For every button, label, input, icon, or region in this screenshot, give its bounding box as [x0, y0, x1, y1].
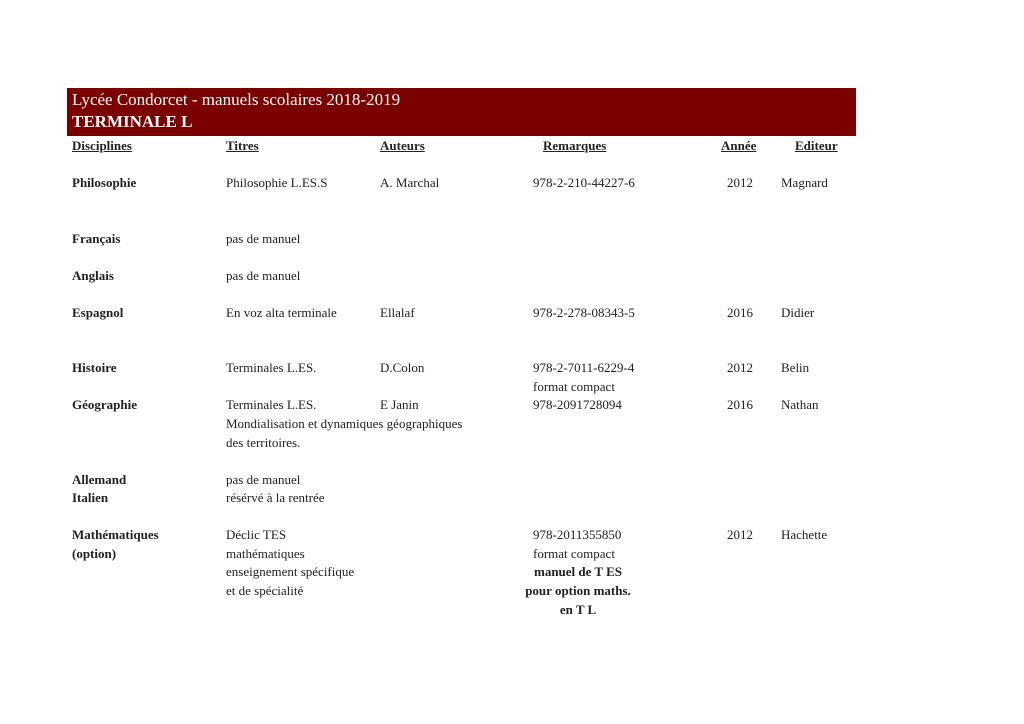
discipline-cell: Italien [72, 490, 109, 505]
annee-cell: 2016 [727, 397, 753, 412]
annee-cell: 2012 [727, 360, 753, 375]
titre-cell: des territoires. [226, 435, 301, 450]
page-title: Lycée Condorcet - manuels scolaires 2018-2019 [72, 90, 401, 109]
titre-cell: En voz alta terminale [226, 305, 337, 320]
titre-cell: Terminales L.ES. [226, 360, 317, 375]
header-auteurs: Auteurs [380, 138, 425, 153]
discipline-cell: Allemand [72, 472, 127, 487]
title-banner [67, 88, 856, 136]
discipline-cell: (option) [72, 546, 117, 561]
editeur-cell: Belin [781, 360, 810, 375]
annee-cell: 2012 [727, 175, 753, 190]
editeur-cell: Hachette [781, 527, 828, 542]
auteur-cell: E Janin [380, 397, 419, 412]
discipline-cell: Espagnol [72, 305, 124, 320]
editeur-cell: Nathan [781, 397, 819, 412]
remarque-cell: 978-2-278-08343-5 [533, 305, 635, 320]
auteur-cell: Ellalaf [380, 305, 415, 320]
header-remarques: Remarques [543, 138, 607, 153]
discipline-cell: Géographie [72, 397, 137, 412]
titre-cell: Philosophie L.ES.S [226, 175, 328, 190]
titre-cell: mathématiques [226, 546, 305, 561]
remarque-cell: 978-2-7011-6229-4 [533, 360, 635, 375]
remarque-note: en T L [559, 602, 597, 617]
auteur-cell: A. Marchal [380, 175, 440, 190]
header-disciplines: Disciplines [72, 138, 132, 153]
editeur-cell: Magnard [781, 175, 828, 190]
remarque-cell: 978-2-210-44227-6 [533, 175, 635, 190]
remarque-note: pour option maths. [525, 583, 631, 598]
titre-cell: Mondialisation et dynamiques géographiques [226, 416, 463, 431]
discipline-cell: Mathématiques [72, 527, 159, 542]
discipline-cell: Histoire [72, 360, 117, 375]
annee-cell: 2012 [727, 527, 753, 542]
remarque-cell: 978-2011355850 [533, 527, 622, 542]
discipline-cell: Anglais [72, 268, 114, 283]
header-annee: Année [721, 138, 757, 153]
discipline-cell: Français [72, 231, 121, 246]
titre-cell: résérvé à la rentrée [226, 490, 325, 505]
header-titres: Titres [226, 138, 259, 153]
titre-cell: pas de manuel [226, 231, 301, 246]
discipline-cell: Philosophie [72, 175, 137, 190]
titre-cell: Terminales L.ES. [226, 397, 317, 412]
titre-cell: enseignement spécifique [226, 564, 355, 579]
auteur-cell: D.Colon [380, 360, 425, 375]
titre-cell: pas de manuel [226, 268, 301, 283]
header-editeur: Editeur [795, 138, 838, 153]
remarque-cell: format compact [533, 546, 615, 561]
annee-cell: 2016 [727, 305, 753, 320]
titre-cell: Déclic TES [226, 527, 287, 542]
titre-cell: pas de manuel [226, 472, 301, 487]
class-subtitle: TERMINALE L [72, 112, 193, 131]
remarque-cell: 978-2091728094 [533, 397, 622, 412]
remarque-cell: format compact [533, 379, 615, 394]
editeur-cell: Didier [781, 305, 815, 320]
titre-cell: et de spécialité [226, 583, 304, 598]
remarque-note: manuel de T ES [533, 564, 623, 579]
